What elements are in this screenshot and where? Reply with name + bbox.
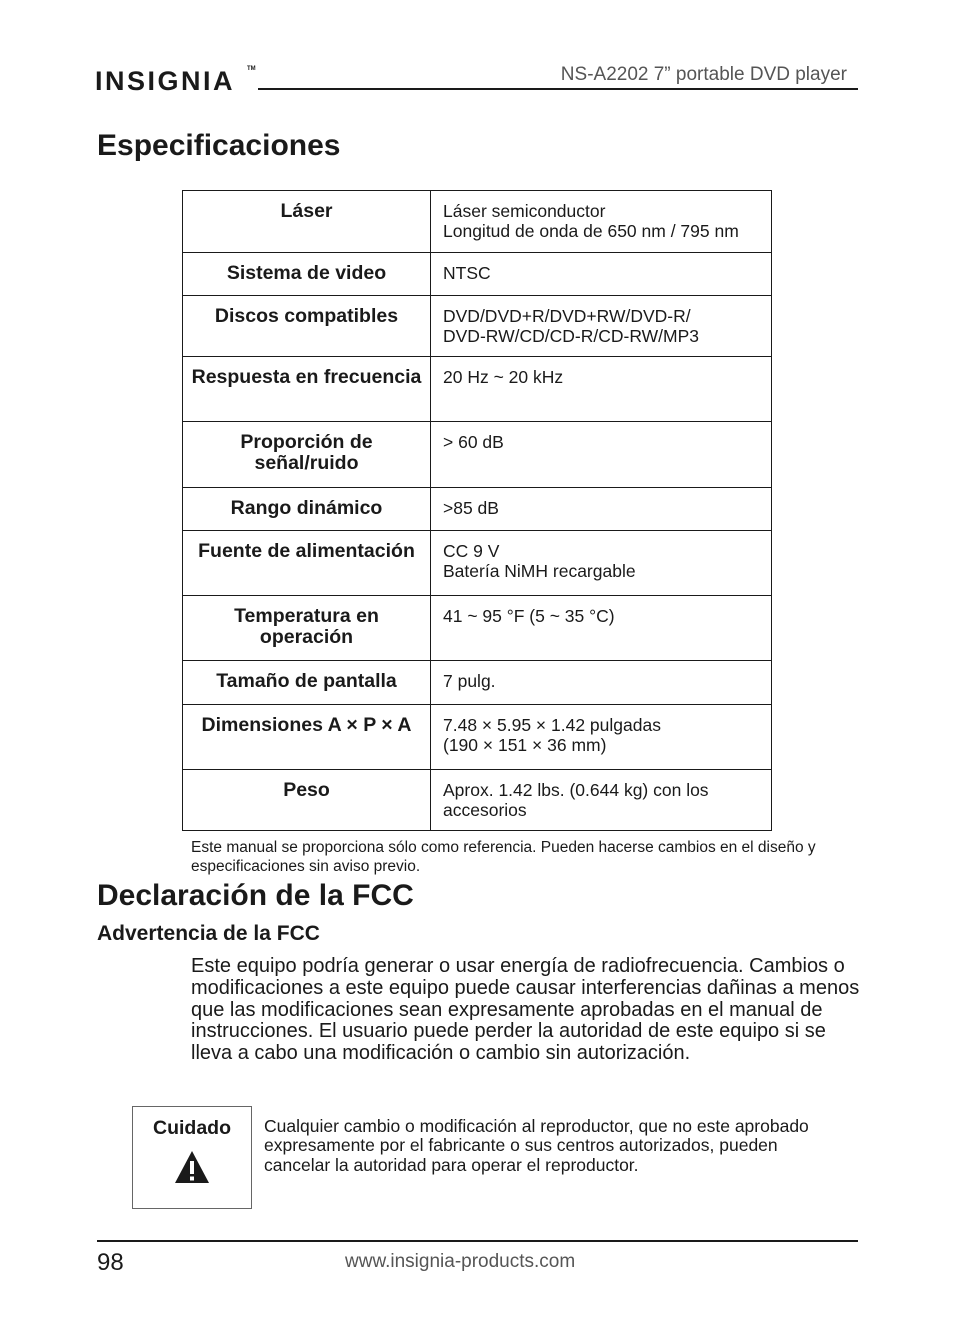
spec-value-line: Longitud de onda de 650 nm / 795 nm bbox=[443, 221, 739, 241]
spec-value-line: 20 Hz ~ 20 kHz bbox=[443, 367, 564, 387]
spec-row bbox=[183, 296, 772, 357]
spec-value bbox=[431, 191, 772, 253]
spec-value bbox=[431, 253, 772, 296]
spec-label: Temperatura en operación bbox=[183, 596, 431, 661]
spec-row bbox=[183, 191, 772, 253]
spec-value bbox=[431, 596, 772, 661]
spec-value-line: Aprox. 1.42 lbs. (0.644 kg) con los accesorios bbox=[443, 780, 709, 820]
spec-row bbox=[183, 531, 772, 596]
caution-label: Cuidado bbox=[153, 1117, 231, 1139]
header-rule bbox=[258, 88, 858, 90]
fcc-heading: Declaración de la FCC bbox=[97, 879, 414, 912]
spec-value-line: 41 ~ 95 °F (5 ~ 35 °C) bbox=[443, 606, 615, 626]
spec-row bbox=[183, 488, 772, 531]
brand-logo-text: INSIGNIA bbox=[95, 66, 236, 96]
specs-heading: Especificaciones bbox=[97, 129, 341, 162]
footer-url: www.insignia-products.com bbox=[345, 1251, 576, 1272]
spec-label: Sistema de video bbox=[183, 253, 431, 296]
spec-value-line: CC 9 V bbox=[443, 541, 500, 561]
spec-value bbox=[431, 705, 772, 770]
fcc-subheading: Advertencia de la FCC bbox=[97, 922, 320, 945]
spec-label: Rango dinámico bbox=[183, 488, 431, 531]
spec-row bbox=[183, 422, 772, 488]
page-number: 98 bbox=[97, 1249, 124, 1276]
spec-row bbox=[183, 357, 772, 422]
spec-row bbox=[183, 596, 772, 661]
spec-value bbox=[431, 296, 772, 357]
footer-rule bbox=[97, 1240, 858, 1242]
spec-value-line: Láser semiconductor bbox=[443, 201, 606, 221]
spec-label: Discos compatibles bbox=[183, 296, 431, 357]
spec-value-line: >85 dB bbox=[443, 498, 499, 518]
spec-value bbox=[431, 488, 772, 531]
spec-label: Peso bbox=[183, 770, 431, 831]
specs-table bbox=[182, 190, 772, 831]
spec-value-line: 7.48 × 5.95 × 1.42 pulgadas bbox=[443, 715, 661, 735]
spec-value-line: DVD/DVD+R/DVD+RW/DVD-R/ bbox=[443, 306, 691, 326]
spec-label: Dimensiones A × P × A bbox=[183, 705, 431, 770]
spec-label: Proporción de señal/ruido bbox=[183, 422, 431, 488]
spec-value bbox=[431, 357, 772, 422]
caution-text: Cualquier cambio o modificación al reproductor, que no este aprobado expresamente por el fabricante o sus centros autorizados, pueden cancelar la autoridad para operar el reproductor. bbox=[264, 1116, 809, 1175]
spec-row bbox=[183, 661, 772, 705]
spec-value-line: > 60 dB bbox=[443, 432, 504, 452]
spec-row bbox=[183, 705, 772, 770]
spec-value bbox=[431, 422, 772, 488]
spec-value-line: Batería NiMH recargable bbox=[443, 561, 636, 581]
spec-label: Láser bbox=[183, 191, 431, 253]
spec-row bbox=[183, 253, 772, 296]
spec-value-line: NTSC bbox=[443, 263, 491, 283]
spec-value-line: (190 × 151 × 36 mm) bbox=[443, 735, 607, 755]
spec-value bbox=[431, 661, 772, 705]
spec-value-line: 7 pulg. bbox=[443, 671, 496, 691]
trademark-mark: TM bbox=[247, 66, 256, 72]
spec-value-line: DVD-RW/CD/CD-R/CD-RW/MP3 bbox=[443, 326, 700, 346]
spec-value bbox=[431, 770, 772, 831]
spec-value bbox=[431, 531, 772, 596]
fcc-body: Este equipo podría generar o usar energía de radiofrecuencia. Cambios o modificaciones a este equipo puede causar interferencias dañinas a menos que las modificaciones sean expresamente aprobadas en el manual de instrucciones. El usuario puede perder la autoridad de este equipo si se lleva a cabo una modificación o cambio sin autorización. bbox=[191, 955, 860, 1065]
caution-box bbox=[132, 1106, 252, 1209]
spec-label: Respuesta en frecuencia bbox=[183, 357, 431, 422]
spec-row bbox=[183, 770, 772, 831]
specs-note: Este manual se proporciona sólo como referencia. Pueden hacerse cambios en el diseño y especificaciones sin aviso previo. bbox=[191, 839, 816, 875]
warning-triangle-icon bbox=[173, 1149, 211, 1185]
spec-label: Fuente de alimentación bbox=[183, 531, 431, 596]
spec-label: Tamaño de pantalla bbox=[183, 661, 431, 705]
header-product-name: NS-A2202 7” portable DVD player bbox=[560, 64, 847, 85]
